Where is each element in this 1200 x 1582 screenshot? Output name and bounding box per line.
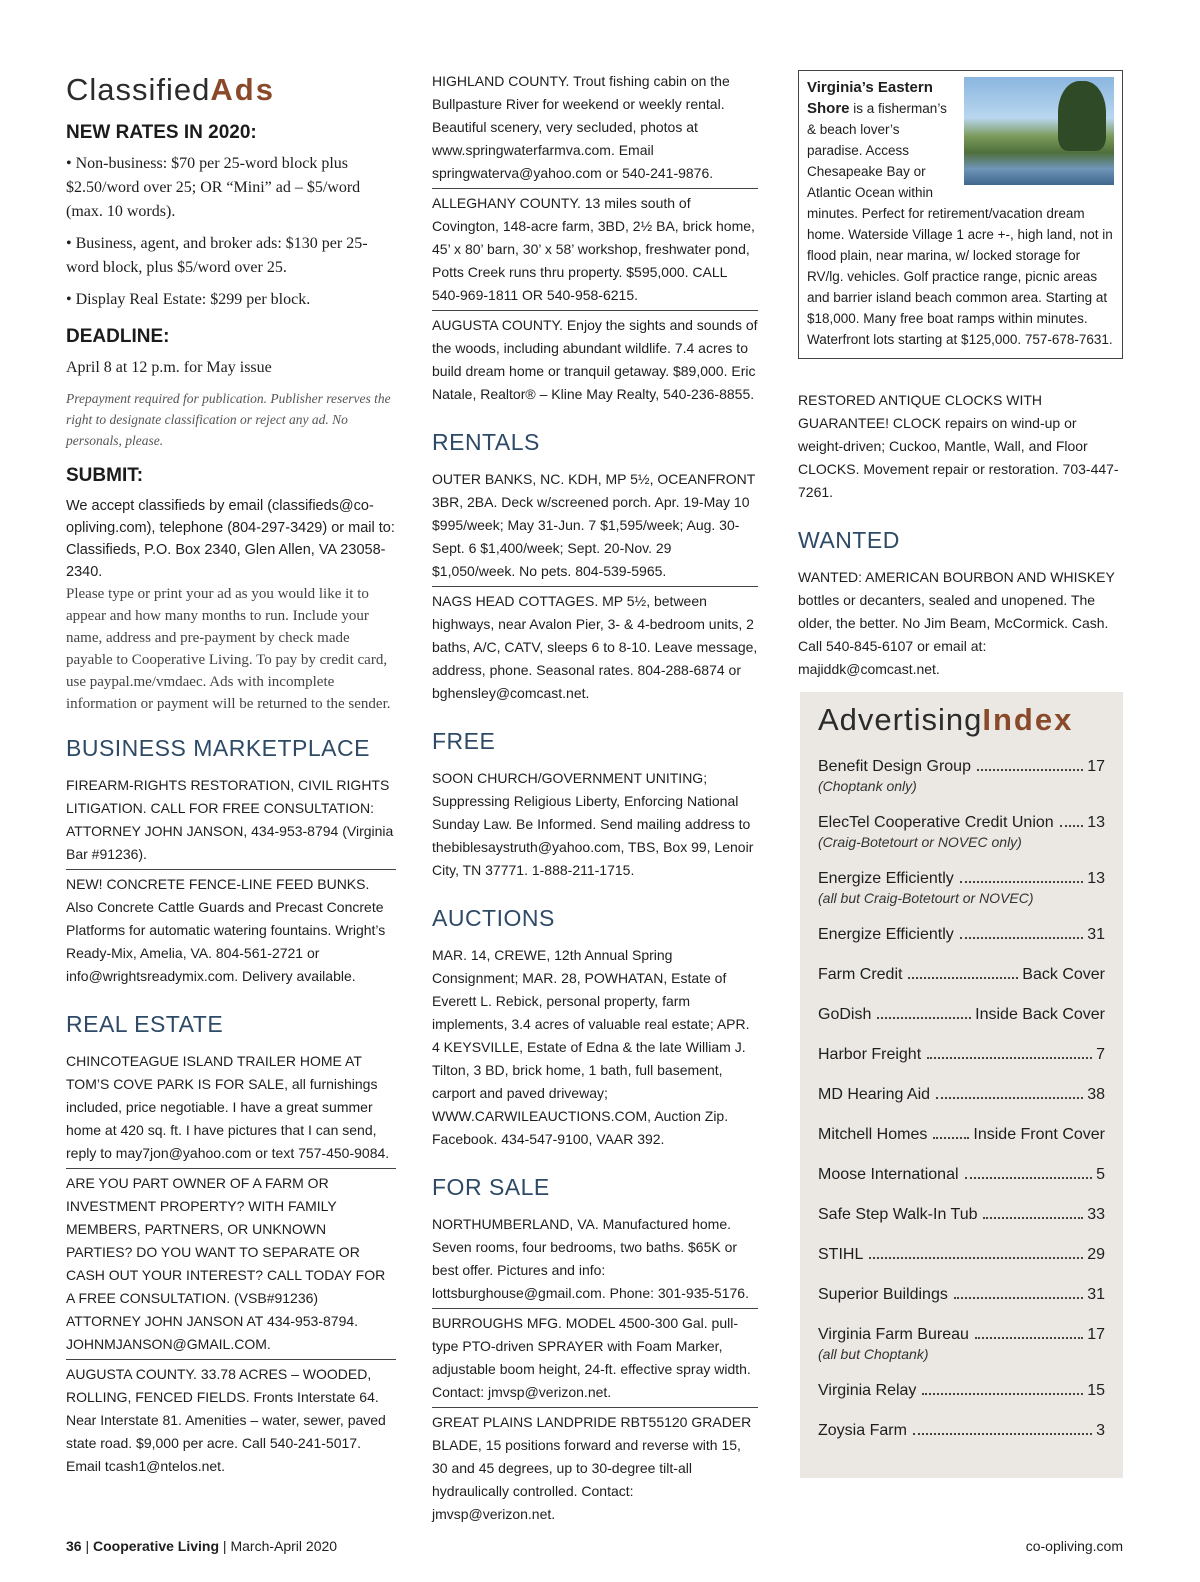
- index-entry-name: MD Hearing Aid: [818, 1086, 931, 1103]
- section-real-estate: REAL ESTATE: [66, 1011, 224, 1037]
- index-leader-dots: [877, 1017, 971, 1019]
- index-leader-dots: [922, 1393, 1083, 1395]
- index-entry-page: 15: [1087, 1382, 1105, 1399]
- index-title: [818, 702, 1105, 738]
- section-rentals: RENTALS: [432, 429, 540, 455]
- index-leader-dots: [977, 769, 1083, 771]
- index-entry-page: 13: [1087, 870, 1105, 887]
- index-entry: [818, 1324, 1105, 1346]
- ad-alleghany: ALLEGHANY COUNTY. 13 miles south of Covington, 148-acre farm, 3BD, 2½ BA, brick home, 45’ x 80’ barn, 30’ x 58’ workshop, freshwater pond, Potts Creek runs thru property. $595,000. CALL 540-969-1811 OR 540-958-6215.: [432, 192, 758, 311]
- footer-left: 36 | Cooperative Living | March-April 2020: [66, 1538, 338, 1554]
- index-entry-name: Moose International: [818, 1166, 959, 1183]
- index-entry-name: Zoysia Farm: [818, 1422, 907, 1439]
- index-leader-dots: [1060, 825, 1084, 827]
- index-entry-name: ElecTel Cooperative Credit Union: [818, 814, 1054, 831]
- index-entry: [818, 964, 1105, 986]
- index-entry-note: (Choptank only): [818, 778, 917, 794]
- index-entry: [818, 1204, 1105, 1226]
- ad-forsale-2: BURROUGHS MFG. MODEL 4500-300 Gal. pull-type PTO-driven SPRAYER with Foam Marker, adjustable boom height, 24-ft. effective spray width. Contact: jmvsp@verizon.net.: [432, 1312, 758, 1408]
- column-middle: [432, 70, 758, 1532]
- index-entry: [818, 924, 1105, 946]
- index-entry: [818, 1084, 1105, 1106]
- index-leader-dots: [975, 1337, 1083, 1339]
- waterfront-photo: [964, 77, 1114, 185]
- deadline-note: Prepayment required for publication. Publisher reserves the right to designate classification or reject any ad. No personals, please.: [66, 391, 391, 448]
- index-entry-name: Safe Step Walk-In Tub: [818, 1206, 978, 1223]
- footer-magazine: Cooperative Living: [93, 1538, 220, 1554]
- index-entry-note: (Craig-Botetourt or NOVEC only): [818, 834, 1022, 850]
- ad-highland: HIGHLAND COUNTY. Trout fishing cabin on the Bullpasture River for weekend or weekly rental. Beautiful scenery, very secluded, photos at www.springwaterfarmva.com. Email springwaterva@yahoo.com or 540-241-9876.: [432, 70, 758, 189]
- submit-contact: We accept classifieds by email (classifieds@co-opliving.com), telephone (804-297-3429) or mail to: Classifieds, P.O. Box 2340, Glen Allen, VA 23058-2340.: [66, 498, 395, 580]
- index-leader-dots: [927, 1057, 1092, 1059]
- ad-rental-1: OUTER BANKS, NC. KDH, MP 5½, OCEANFRONT 3BR, 2BA. Deck w/screened porch. Apr. 19-May 10 $995/week; May 31-Jun. 7 $1,595/week; Aug. 30-Sept. 6 $1,400/week; Sept. 20-Nov. 29 $1,050/week. No pets. 804-539-5965.: [432, 468, 758, 587]
- ad-forsale-3: GREAT PLAINS LANDPRIDE RBT55120 GRADER BLADE, 15 positions forward and reverse with 15, 30 and 45 degrees, up to 30-degree tilt-all hydraulically controlled. Contact: jmvsp@verizon.net.: [432, 1414, 752, 1522]
- index-leader-dots: [869, 1257, 1083, 1259]
- index-entry: [818, 1284, 1105, 1306]
- index-entry-page: 5: [1096, 1166, 1105, 1183]
- index-entry-name: STIHL: [818, 1246, 864, 1263]
- index-entry-name: Benefit Design Group: [818, 758, 971, 775]
- section-free: FREE: [432, 728, 496, 754]
- index-leader-dots: [960, 937, 1083, 939]
- index-entry-page: 17: [1087, 1326, 1105, 1343]
- index-entry-page: Inside Front Cover: [973, 1126, 1105, 1143]
- index-entry-page: 29: [1087, 1246, 1105, 1263]
- page-title: [66, 72, 396, 108]
- rate-business: • Business, agent, and broker ads: $130 per 25-word block, plus $5/word over 25.: [66, 235, 368, 276]
- column-right: [798, 70, 1123, 687]
- eastern-shore-body: is a fisherman’s & beach lover’s paradise. Access Chesapeake Bay or Atlantic Ocean within minutes. Perfect for retirement/vacation dream home. Waterside Village 1 acre +-, high land, not in flood plain, near marina, w/ locked storage for RV/lg. vehicles. Golf practice range, picnic areas and barrier island beach common area. Starting at $18,000. Many free boat ramps within minutes. Waterfront lots starting at $125,000. 757-678-7631.: [807, 101, 1113, 347]
- index-entry-name: Mitchell Homes: [818, 1126, 928, 1143]
- submit-heading: SUBMIT:: [66, 465, 144, 486]
- eastern-shore-ad: [798, 70, 1123, 359]
- ad-auction-1: MAR. 14, CREWE, 12th Annual Spring Consignment; MAR. 28, POWHATAN, Estate of Everett L. Rebick, personal property, farm implements, 3.4 acres of valuable real estate; APR. 4 KEYSVILLE, Estate of Edna & the late William J. Tilton, 3 BD, brick home, 1 bath, full basement, carport and paved driveway; WWW.CARWILEAUCTIONS.COM, Auction Zip. Facebook. 434-547-9100, VAAR 392.: [432, 947, 750, 1147]
- title-part1: Classified: [66, 72, 211, 107]
- ad-realestate-3: AUGUSTA COUNTY. 33.78 ACRES – WOODED, ROLLING, FENCED FIELDS. Fronts Interstate 64. Near Interstate 81. Amenities – water, sewer, paved state road. $9,000 per acre. Call 540-241-5017. Email tcash1@ntelos.net.: [66, 1366, 386, 1474]
- ad-business-2: NEW! CONCRETE FENCE-LINE FEED BUNKS. Also Concrete Cattle Guards and Precast Concrete Platforms for automatic watering fountains. Wright’s Ready-Mix, Amelia, VA. 804-561-2721 or info@wrightsreadymix.com. Delivery available.: [66, 876, 386, 984]
- ad-augusta-woods: AUGUSTA COUNTY. Enjoy the sights and sounds of the woods, including abundant wildlife. 7.4 acres to build dream home or tranquil getaway. $89,000. Eric Natale, Realtor® – Kline May Realty, 540-236-8855.: [432, 317, 758, 402]
- ad-rental-2: NAGS HEAD COTTAGES. MP 5½, between highways, near Avalon Pier, 3- & 4-bedroom units, 2 baths, A/C, CATV, sleeps 6 to 8-10. Leave message, address, phone. Seasonal rates. 804-288-6874 or bghensley@comcast.net.: [432, 593, 758, 701]
- index-entry-name: GoDish: [818, 1006, 872, 1023]
- index-entry: [818, 812, 1105, 834]
- deadline-date: April 8 at 12 p.m. for May issue: [66, 359, 272, 376]
- section-for-sale: FOR SALE: [432, 1174, 550, 1200]
- index-leader-dots: [965, 1177, 1093, 1179]
- index-title-part2: Index: [982, 702, 1074, 737]
- ad-wanted-1: WANTED: AMERICAN BOURBON AND WHISKEY bottles or decanters, sealed and unopened. The older, the better. No Jim Beam, McCormick. Cash. Call 540-845-6107 or email at: majiddk@comcast.net.: [798, 569, 1115, 677]
- rate-display: • Display Real Estate: $299 per block.: [66, 291, 311, 308]
- ad-free-1: SOON CHURCH/GOVERNMENT UNITING; Suppressing Religious Liberty, Enforcing National Sunday Law. Be Informed. Send mailing address to thebiblesaystruth@yahoo.com, TBS, Box 99, Lenoir City, TN 37771. 1-888-211-1715.: [432, 770, 754, 878]
- index-leader-dots: [908, 977, 1018, 979]
- rates-heading: NEW RATES IN 2020:: [66, 122, 257, 143]
- index-entry: [818, 868, 1105, 890]
- index-entry-page: 31: [1087, 1286, 1105, 1303]
- index-entry: [818, 1164, 1105, 1186]
- eastern-shore-head: Virginia’s Eastern Shore: [807, 79, 933, 117]
- index-entry: [818, 1004, 1105, 1026]
- submit-instructions: Please type or print your ad as you would like it to appear and how many months to run. Include your name, address and pre-payment by check made payable to Cooperative Living. To pay by credit card, use paypal.me/vmdaec. Ads with incomplete information or payment will be returned to the sender.: [66, 586, 391, 712]
- index-entry: [818, 1124, 1105, 1146]
- ad-realestate-2: ARE YOU PART OWNER OF A FARM OR INVESTMENT PROPERTY? WITH FAMILY MEMBERS, PARTNERS, OR UNKNOWN PARTIES? DO YOU WANT TO SEPARATE OR CASH OUT YOUR INTEREST? CALL TODAY FOR A FREE CONSULTATION. (VSB#91236) ATTORNEY JOHN JANSON AT 434-953-8794. JOHNMJANSON@GMAIL.COM.: [66, 1172, 396, 1360]
- index-entry: [818, 1420, 1105, 1442]
- index-entry-page: 7: [1096, 1046, 1105, 1063]
- footer-issue: March-April 2020: [230, 1538, 338, 1554]
- index-entry-page: 33: [1087, 1206, 1105, 1223]
- ad-business-1: FIREARM-RIGHTS RESTORATION, CIVIL RIGHTS LITIGATION. CALL FOR FREE CONSULTATION: ATTORNEY JOHN JANSON, 434-953-8794 (Virginia Bar #91236).: [66, 774, 396, 870]
- index-entry: [818, 1044, 1105, 1066]
- index-entry-name: Energize Efficiently: [818, 870, 954, 887]
- title-part2: Ads: [210, 72, 275, 107]
- advertising-index: [800, 692, 1123, 1478]
- index-list: [818, 756, 1105, 1442]
- section-auctions: AUCTIONS: [432, 905, 555, 931]
- index-entry-note: (all but Craig-Botetourt or NOVEC): [818, 890, 1034, 906]
- footer-site: co-opliving.com: [1025, 1538, 1123, 1554]
- index-entry-page: 13: [1087, 814, 1105, 831]
- section-business-marketplace: BUSINESS MARKETPLACE: [66, 735, 370, 761]
- index-leader-dots: [913, 1433, 1092, 1435]
- index-entry-name: Harbor Freight: [818, 1046, 922, 1063]
- index-entry-page: 3: [1096, 1422, 1105, 1439]
- ad-clocks: RESTORED ANTIQUE CLOCKS WITH GUARANTEE! CLOCK repairs on wind-up or weight-driven; Cuckoo, Mantle, Wall, and Floor CLOCKS. Movement repair or restoration. 703-447-7261.: [798, 392, 1119, 500]
- column-left: [66, 70, 396, 1484]
- index-entry-page: Inside Back Cover: [975, 1006, 1105, 1023]
- index-entry-name: Superior Buildings: [818, 1286, 948, 1303]
- index-entry-page: 38: [1087, 1086, 1105, 1103]
- section-wanted: WANTED: [798, 527, 900, 553]
- index-leader-dots: [933, 1137, 969, 1139]
- index-entry-page: 31: [1087, 926, 1105, 943]
- tree-shape: [1058, 81, 1106, 151]
- index-entry-page: Back Cover: [1022, 966, 1105, 983]
- index-leader-dots: [954, 1297, 1083, 1299]
- ad-realestate-1: CHINCOTEAGUE ISLAND TRAILER HOME AT TOM’S COVE PARK IS FOR SALE, all furnishings included, price negotiable. I have a great summer home at 420 sq. ft. I have pictures that I can send, reply to may7jon@yahoo.com or text 757-450-9084.: [66, 1050, 396, 1169]
- footer-page-number: 36: [66, 1538, 82, 1554]
- index-title-part1: Advertising: [818, 702, 983, 737]
- index-leader-dots: [983, 1217, 1083, 1219]
- index-leader-dots: [936, 1097, 1083, 1099]
- index-entry-page: 17: [1087, 758, 1105, 775]
- index-entry-name: Virginia Farm Bureau: [818, 1326, 969, 1343]
- footer: [66, 1538, 1123, 1554]
- index-entry-name: Virginia Relay: [818, 1382, 917, 1399]
- index-entry-name: Farm Credit: [818, 966, 903, 983]
- index-entry: [818, 1244, 1105, 1266]
- rate-nonbusiness: • Non-business: $70 per 25-word block plus $2.50/word over 25; OR “Mini” ad – $5/word (max. 10 words).: [66, 155, 361, 220]
- index-entry: [818, 756, 1105, 778]
- index-entry-name: Energize Efficiently: [818, 926, 954, 943]
- ad-forsale-1: NORTHUMBERLAND, VA. Manufactured home. Seven rooms, four bedrooms, two baths. $65K or best offer. Pictures and info: lottsburghouse@gmail.com. Phone: 301-935-5176.: [432, 1213, 758, 1309]
- deadline-heading: DEADLINE:: [66, 326, 170, 347]
- index-entry-note: (all but Choptank): [818, 1346, 929, 1362]
- index-leader-dots: [960, 881, 1083, 883]
- index-entry: [818, 1380, 1105, 1402]
